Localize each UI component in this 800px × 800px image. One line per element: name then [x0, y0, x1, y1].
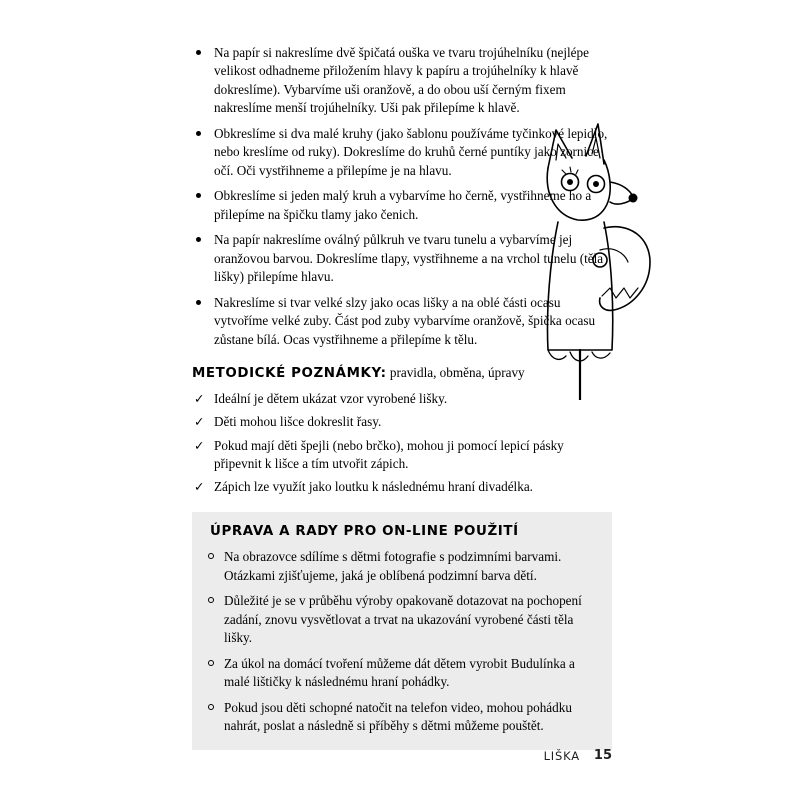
methodical-notes-title: METODICKÉ POZNÁMKY: — [192, 366, 387, 382]
bullet-icon — [196, 193, 201, 198]
page-number: 15 — [593, 748, 612, 763]
online-usage-title: ÚPRAVA A RADY PRO ON-LINE POUŽITÍ — [210, 524, 519, 540]
circle-bullet-icon — [208, 553, 214, 559]
methodical-notes-list — [192, 390, 612, 496]
list-item — [192, 437, 612, 473]
bullet-icon — [196, 237, 201, 242]
note-text: Ideální je dětem ukázat vzor vyrobené lišky. — [214, 391, 448, 407]
note-text: Zápich lze využít jako loutku k následnému hraní divadélka. — [214, 479, 533, 495]
online-tip-text: Na obrazovce sdílíme s dětmi fotografie s podzimními barvami. Otázkami zjišťujeme, jaká je oblíbená podzimní barva dětí. — [224, 549, 562, 583]
check-icon: ✓ — [194, 391, 205, 407]
list-item — [202, 592, 598, 647]
step-text: Na papír nakreslíme oválný půlkruh ve tvaru tunelu a vybarvíme jej oranžovou barvou. Dokreslíme tlapy, vystřihneme a na vrchol tunelu (těla lišky) přilepíme hlavu. — [214, 232, 604, 285]
step-text: Obkreslíme si dva malé kruhy (jako šablonu používáme tyčinkové lepidlo, nebo kreslíme od ruky). Dokreslíme do kruhů černé puntíky jako zornice očí. Oči vystřihneme a přilepíme je na hlavu. — [214, 125, 608, 178]
methodical-notes-subtitle: pravidla, obměna, úpravy — [386, 365, 525, 381]
online-usage-list — [202, 548, 598, 735]
online-usage-box — [192, 512, 612, 749]
step-text: Na papír si nakreslíme dvě špičatá ouška ve tvaru trojúhelníku (nejlépe velikost odhadneme přiložením hlavy k papíru a trojúhelníky k hlavě dokreslíme). Vybarvíme uši oranžově, a do obou uší černým fixem nakreslíme menší trojúhelníky. Uši pak přilepíme k hlavě. — [214, 45, 589, 116]
check-icon: ✓ — [194, 437, 205, 453]
page-footer — [192, 748, 612, 763]
list-item — [202, 655, 598, 692]
step-text: Nakreslíme si tvar velké slzy jako ocas lišky a na oblé části ocasu vytvoříme velké zuby. Část pod zuby vybarvíme oranžově, špička ocasu zůstane bílá. Ocas vystřihneme a přilepíme k tělu. — [214, 294, 596, 347]
list-item — [192, 413, 612, 431]
circle-bullet-icon — [208, 660, 214, 666]
note-text: Děti mohou lišce dokreslit řasy. — [214, 414, 382, 430]
fox-illustration — [500, 110, 680, 400]
check-icon: ✓ — [194, 414, 205, 430]
list-item — [202, 699, 598, 736]
bullet-icon — [196, 50, 201, 55]
online-tip-text: Důležité je se v průběhu výroby opakovaně dotazovat na pochopení zadání, znovu vysvětlovat a trvat na ukazování vyrobené části těla lišky. — [224, 593, 582, 646]
step-text: Obkreslíme si jeden malý kruh a vybarvíme ho černě, vystřihneme ho a přilepíme na špičku tlamy jako čenich. — [214, 188, 592, 222]
bullet-icon — [196, 131, 201, 136]
circle-bullet-icon — [208, 704, 214, 710]
bullet-icon — [196, 300, 201, 305]
online-tip-text: Za úkol na domácí tvoření můžeme dát dětem vyrobit Budulínka a malé lištičky k následnému hraní pohádky. — [224, 655, 575, 690]
circle-bullet-icon — [208, 597, 214, 603]
list-item — [192, 478, 612, 496]
online-tip-text: Pokud jsou děti schopné natočit na telefon video, mohou pohádku nahrát, poslat a následně si příběhy s dětmi můžeme pouštět. — [224, 699, 572, 734]
list-item — [202, 548, 598, 585]
check-icon: ✓ — [194, 479, 205, 495]
footer-chapter-label: LIŠKA — [543, 748, 580, 763]
list-item — [192, 44, 612, 118]
note-text: Pokud mají děti špejli (nebo brčko), mohou ji pomocí lepicí pásky připevnit k lišce a tím utvořit zápich. — [214, 437, 564, 471]
